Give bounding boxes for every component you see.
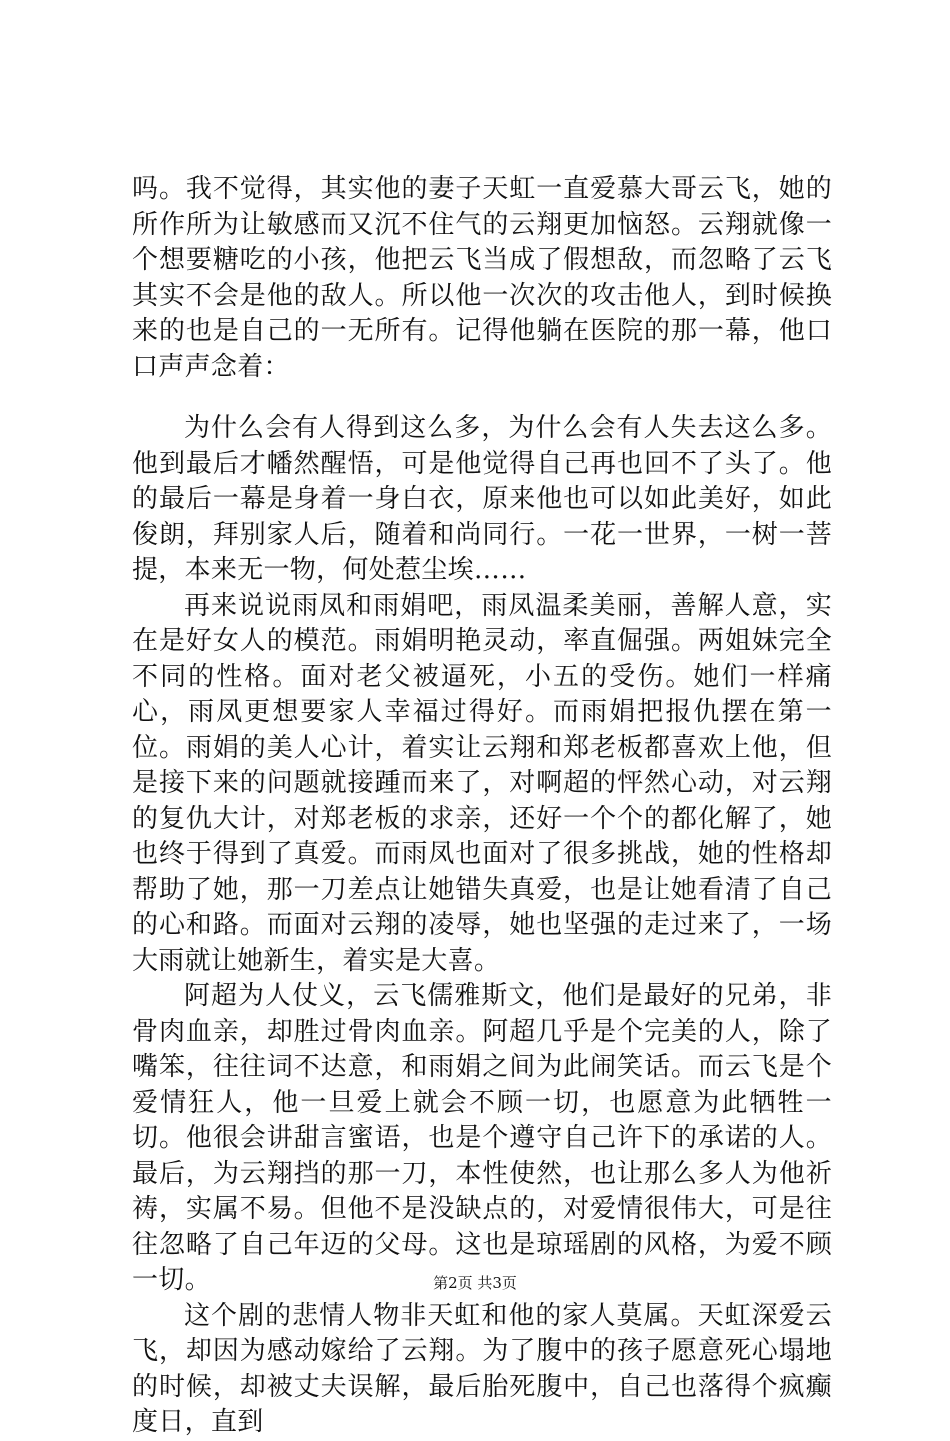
paragraph: 这个剧的悲情人物非天虹和他的家人莫属。天虹深爱云飞，却因为感动嫁给了云翔。为了腹中的孩子愿意死心塌地的时候，却被丈夫误解，最后胎死腹中，自己也落得个疯癫度日，直到 xyxy=(132,1300,832,1437)
paragraph: 阿超为人仗义，云飞儒雅斯文，他们是最好的兄弟，非骨肉血亲，却胜过骨肉血亲。阿超几乎是个完美的人，除了嘴笨，往往词不达意，和雨娟之间为此闹笑话。而云飞是个爱情狂人，他一旦爱上就会不顾一切，也愿意为此牺牲一切。他很会讲甜言蜜语，也是个遵守自己许下的承诺的人。最后，为云翔挡的那一刀，本性使然，也让那么多人为他祈祷，实属不易。但他不是没缺点的，对爱情很伟大，可是往往忽略了自己年迈的父母。这也是琼瑶剧的风格，为爱不顾一切。 xyxy=(132,981,832,1295)
paragraph: 为什么会有人得到这么多，为什么会有人失去这么多。他到最后才幡然醒悟，可是他觉得自己再也回不了头了。他的最后一幕是身着一身白衣，原来他也可以如此美好，如此俊朗，拜别家人后，随着和尚同行。一花一世界，一树一菩提，本来无一物，何处惹尘埃…… xyxy=(132,413,832,585)
paragraph: 再来说说雨凤和雨娟吧，雨凤温柔美丽，善解人意，实在是好女人的模范。雨娟明艳灵动，率直倔强。两姐妹完全不同的性格。面对老父被逼死，小五的受伤。她们一样痛心，雨凤更想要家人幸福过得好。而雨娟把报仇摆在第一位。雨娟的美人心计，着实让云翔和郑老板都喜欢上他，但是接下来的问题就接踵而来了，对啊超的怦然心动，对云翔的复仇大计，对郑老板的求亲，还好一个个的都化解了，她也终于得到了真爱。而雨凤也面对了很多挑战，她的性格却帮助了她，那一刀差点让她错失真爱，也是让她看清了自己的心和路。而面对云翔的凌辱，她也坚强的走过来了，一场大雨就让她新生，着实是大喜。 xyxy=(132,590,832,976)
paragraph-gap xyxy=(132,385,832,411)
paragraph-continuation: 吗。我不觉得，其实他的妻子天虹一直爱慕大哥云飞，她的所作所为让敏感而又沉不住气的云翔更加恼怒。云翔就像一个想要糖吃的小孩，他把云飞当成了假想敌，而忽略了云飞其实不会是他的敌人。所以他一次次的攻击他人，到时候换来的也是自己的一无所有。记得他躺在医院的那一幕，他口口声声念着： xyxy=(132,174,832,382)
page-number-footer: 第2页 共3页 xyxy=(433,1274,517,1292)
document-body xyxy=(132,172,832,1441)
